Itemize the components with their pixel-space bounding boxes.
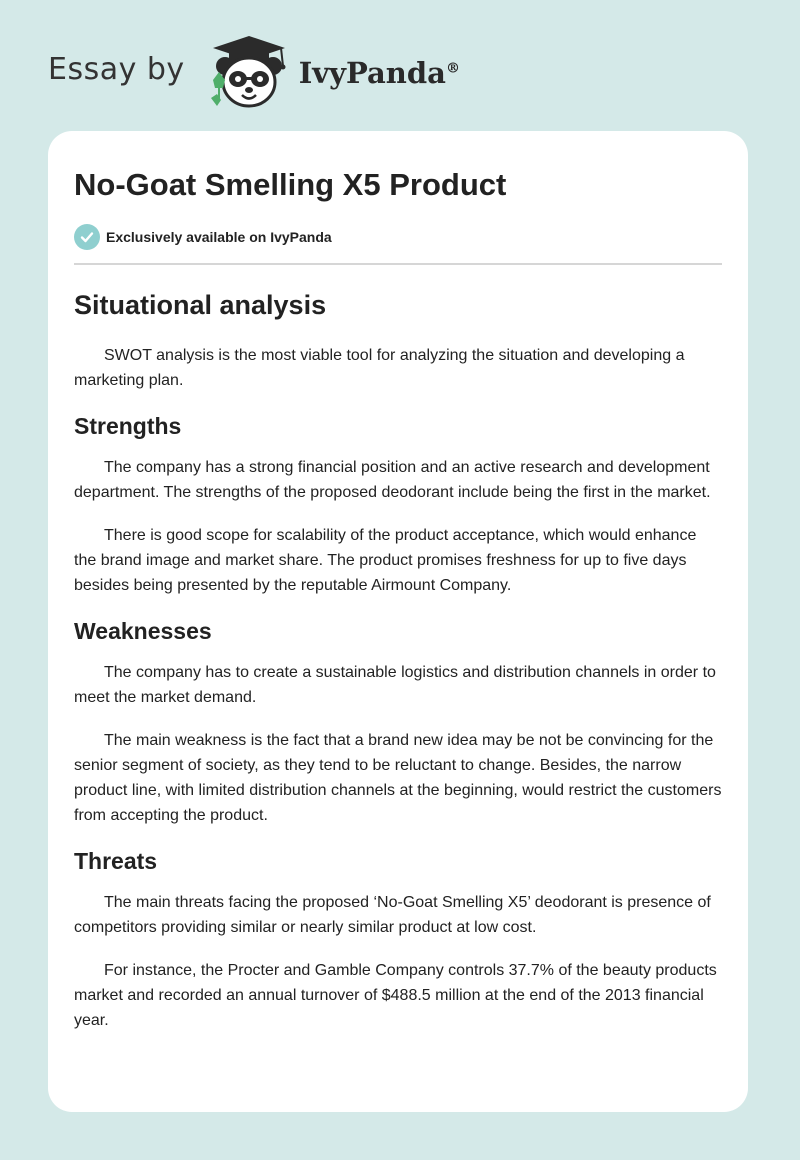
check-circle-icon [74, 224, 100, 250]
heading-strengths: Strengths [74, 413, 182, 439]
section-heading: Situational analysis [74, 290, 327, 320]
heading-threats: Threats [74, 848, 158, 874]
badge-label: Exclusively available on IvyPanda [106, 229, 332, 245]
site-header [48, 32, 508, 112]
paragraph: The main threats facing the proposed ‘No-Goat Smelling X5’ deodorant is presence of competitors providing similar or nearly similar product at low cost. [74, 894, 711, 936]
paragraph: The company has to create a sustainable logistics and distribution channels in order to meet the market demand. [74, 664, 716, 706]
paragraph: For instance, the Procter and Gamble Company controls 37.7% of the beauty products market and recorded an annual turnover of $488.5 million at the end of the 2013 financial year. [74, 962, 717, 1029]
brand-name[interactable] [299, 56, 460, 90]
paragraph: The main weakness is the fact that a brand new idea may be not be convincing for the senior segment of society, as they tend to be reluctant to change. Besides, the narrow product line, with limited distribution channels at the beginning, would restrict the customers from accepting the product. [74, 732, 722, 824]
divider [74, 263, 722, 265]
intro-paragraph: SWOT analysis is the most viable tool for analyzing the situation and developing a marketing plan. [74, 347, 685, 389]
brand-text: IvyPanda [298, 56, 446, 90]
essay-by-label: Essay by [48, 51, 185, 87]
paragraph: The company has a strong financial position and an active research and development department. The strengths of the proposed deodorant include being the first in the market. [74, 459, 711, 501]
panda-logo-icon[interactable] [199, 32, 295, 112]
heading-weaknesses: Weaknesses [74, 618, 212, 644]
registered-mark: ® [445, 60, 460, 77]
exclusive-badge [74, 223, 722, 251]
article-card [48, 131, 748, 1112]
page-title: No-Goat Smelling X5 Product [74, 167, 507, 202]
paragraph: There is good scope for scalability of the product acceptance, which would enhance the brand image and market share. The product promises freshness for up to five days besides being presented by the reputable Airmount Company. [74, 527, 697, 594]
